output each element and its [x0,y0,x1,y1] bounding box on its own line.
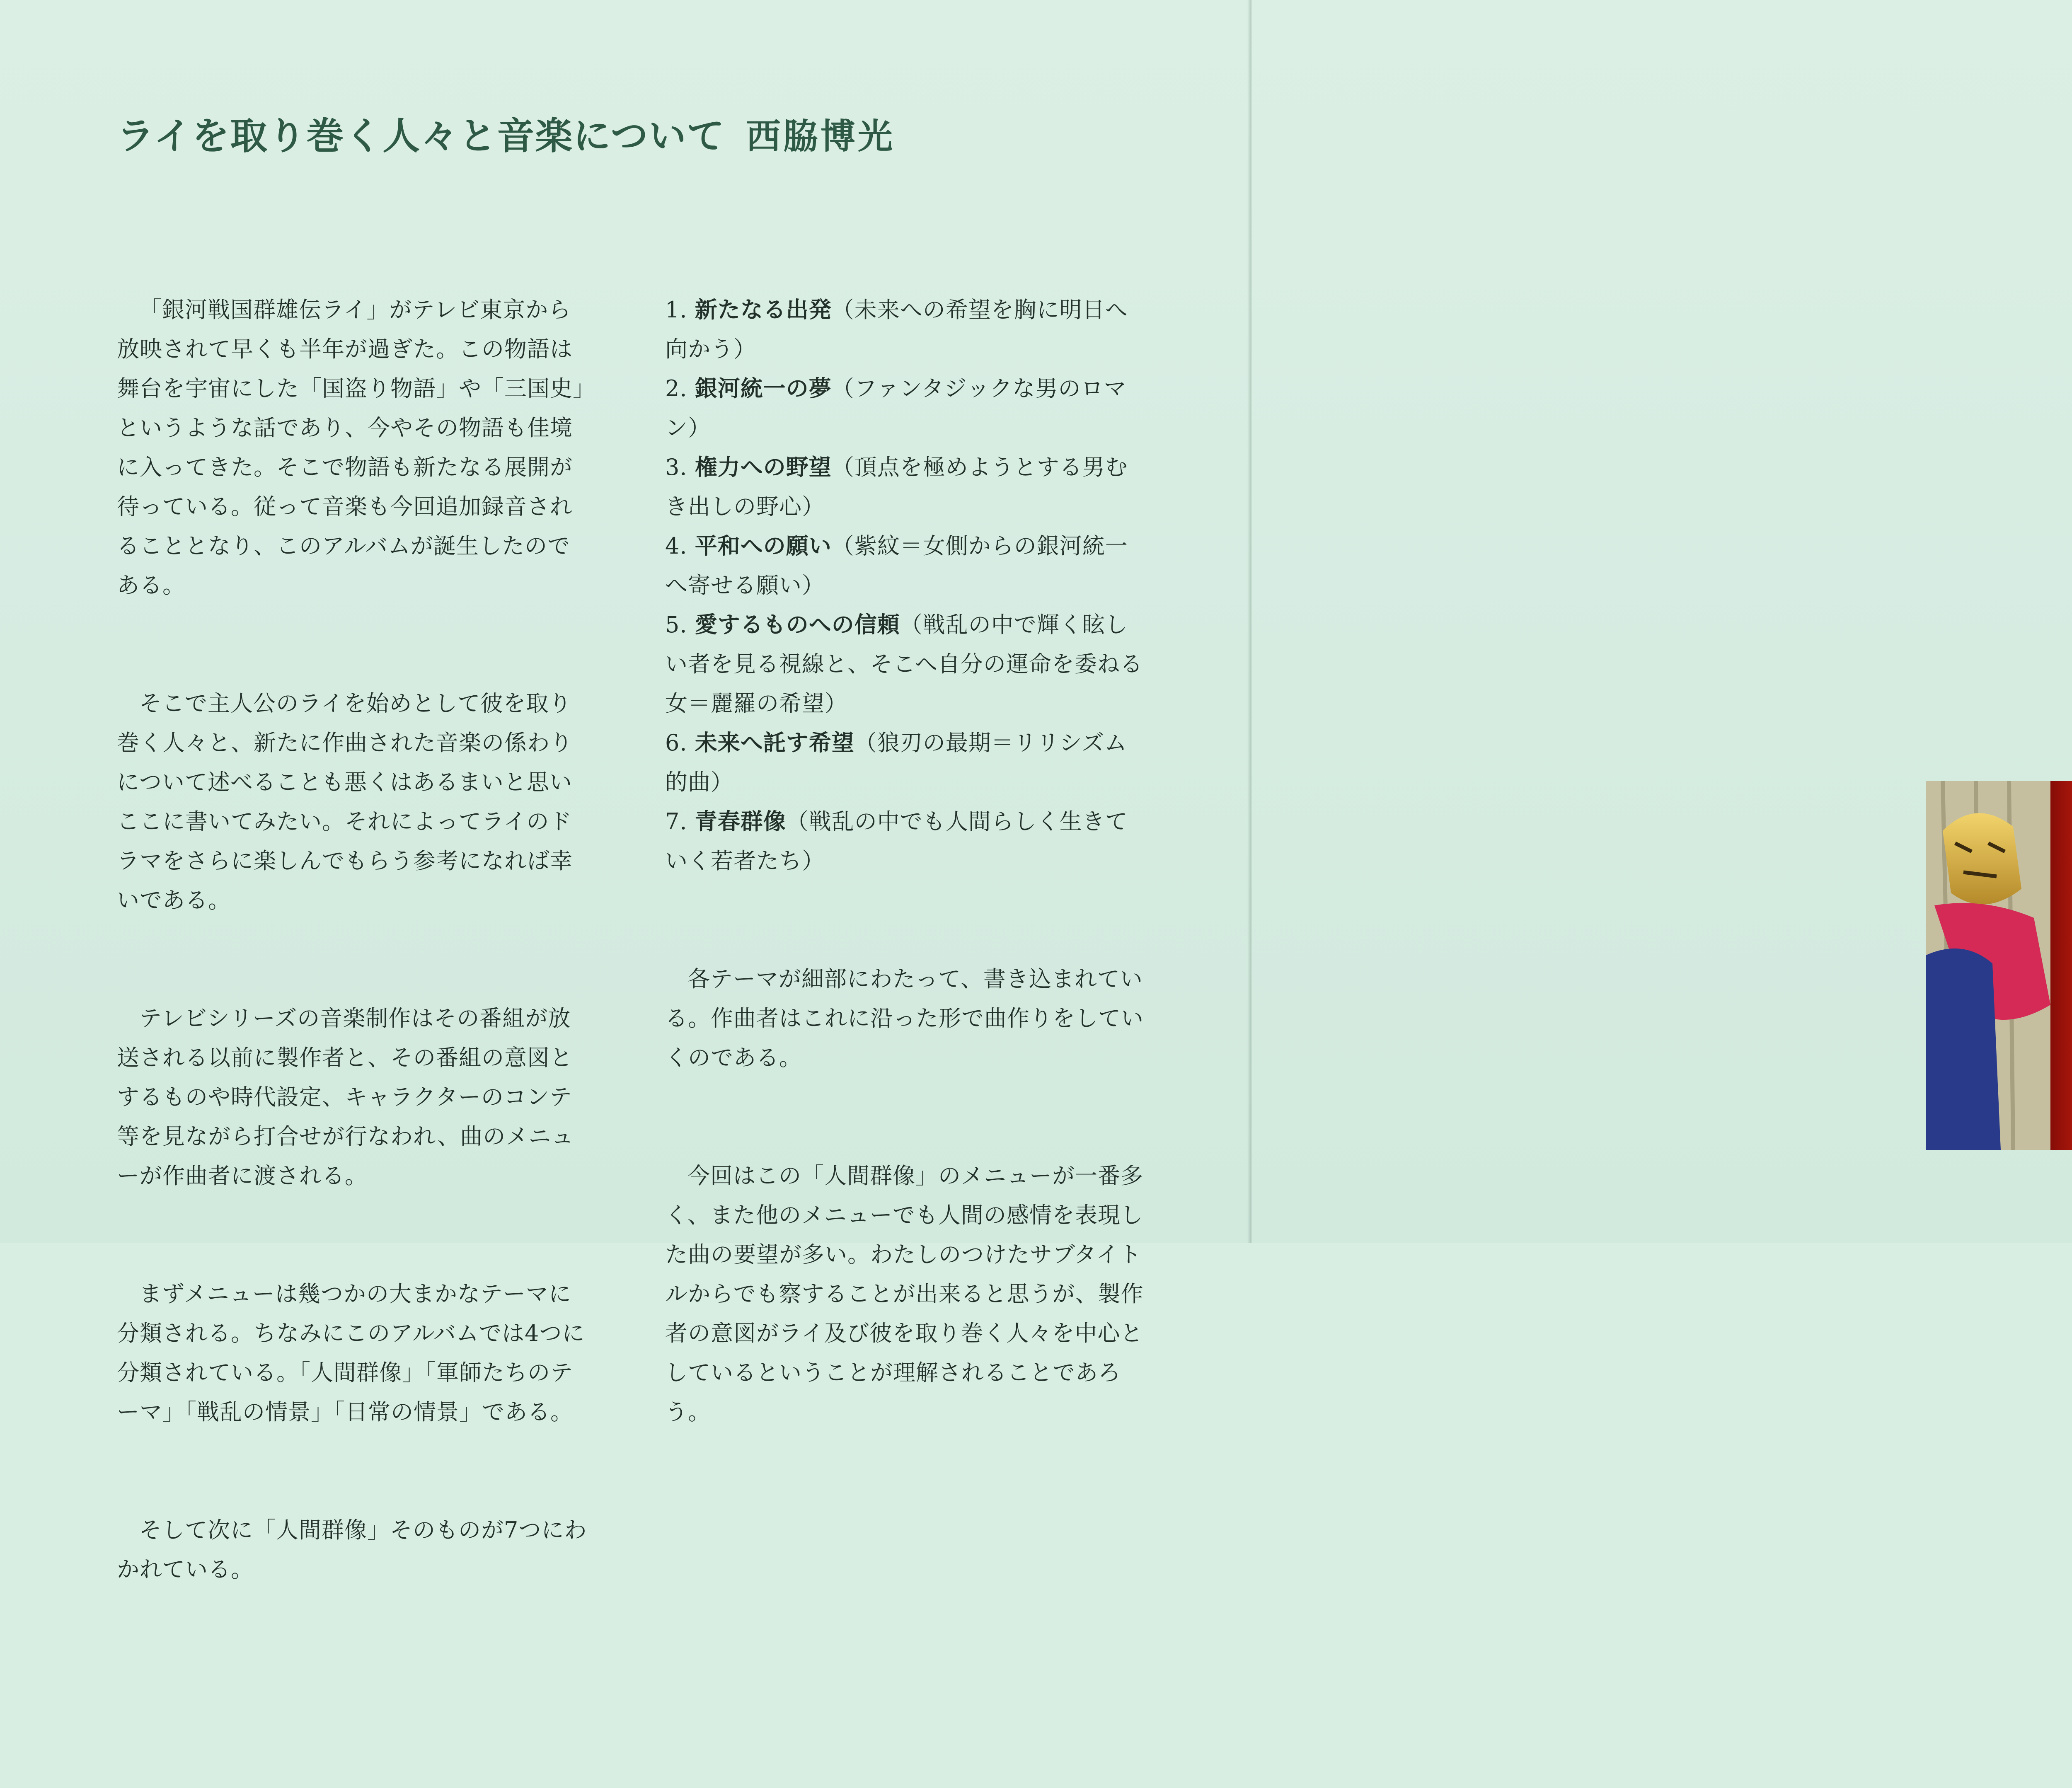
article-author: 西脇博光 [746,116,896,157]
track-description: （紫紋＝女側からの銀河統一へ寄せる願い） [665,533,1128,598]
track-number: 2. [665,375,687,402]
track-number: 1. [665,297,687,323]
track-title: 青春群像 [695,808,786,835]
track-title: 愛するものへの信頼 [695,611,900,638]
track-title: 権力への野望 [695,454,832,480]
track-description: （ファンタジックな男のロマン） [665,375,1127,441]
track-title: 平和への願い [695,532,832,559]
track-title: 銀河統一の夢 [695,375,832,402]
track-description: （戦乱の中でも人間らしく生きていく若者たち） [665,808,1128,874]
paragraph: まずメニューは幾つかの大まかなテーマに分類される。ちなみにこのアルバムでは4つに分類されている。「人間群像」「軍師たちのテーマ」「戦乱の情景」「日常の情景」である。 [117,1281,585,1425]
track-title: 新たなる出発 [695,296,832,323]
track-description: （戦乱の中で輝く眩しい者を見る視線と、そこへ自分の運命を委ねる女＝麗羅の希望） [665,612,1143,716]
track-list-item [665,448,1146,526]
track-list-item [665,290,1146,369]
paragraph: そして次に「人間群像」そのものが7つにわかれている。 [117,1517,587,1582]
paragraph: テレビシリーズの音楽制作はその番組が放送される以前に製作者と、その番組の意図とするものや時代設定、キャラクターのコンテ等を見ながら打合せが行なわれ、曲のメニューが作曲者に渡される。 [117,1005,574,1189]
track-list-item [665,802,1146,881]
track-list-item [665,605,1146,723]
paragraph: そこで主人公のライを始めとして彼を取り巻く人々と、新たに作曲された音楽の係わりについて述べることも悪くはあるまいと思いここに書いてみたい。それによってライのドラマをさらに楽しんでもらう参考になれば幸いである。 [117,690,573,913]
paragraph: 各テーマが細部にわたって、書き込まれている。作曲者はこれに沿った形で曲作りをしていくのである。 [665,966,1144,1071]
paragraph: 今回はこの「人間群像」のメニューが一番多く、また他のメニューでも人間の感情を表現した曲の要望が多い。わたしのつけたサブタイトルからでも察することが出来ると思うが、製作者の意図がライ及び彼を取り巻く人々を中心としているということが理解されることであろう。 [665,1163,1144,1425]
track-title: 未来へ託す希望 [695,729,854,756]
track-list-item [665,723,1146,802]
article-title: ライを取り巻く人々と音楽について [117,114,725,158]
track-list [665,290,1146,881]
track-description: （未来への希望を胸に明日へ向かう） [665,297,1128,362]
track-number: 6. [665,730,687,756]
track-description: （狼刃の最期＝リリシズム的曲） [665,730,1128,795]
text-column-2 [665,211,1146,1510]
track-number: 5. [665,612,687,638]
anime-characters-illustration [1926,781,2072,1150]
text-column-1 [117,211,591,1668]
paragraph: 「銀河戦国群雄伝ライ」がテレビ東京から放映されて早くも半年が過ぎた。この物語は舞台を宇宙にした「国盗り物語」や「三国史」というような話であり、今やその物語も佳境に入ってきた。そこで物語も新たなる展開が待っている。従って音楽も今回追加録音されることとなり、このアルバムが誕生したのである。 [117,297,584,598]
track-list-item [665,526,1146,605]
track-number: 7. [665,808,687,835]
track-number: 4. [665,533,687,559]
track-list-item [665,369,1146,448]
track-description: （頂点を極めようとする男むき出しの野心） [665,454,1128,520]
track-number: 3. [665,454,687,480]
